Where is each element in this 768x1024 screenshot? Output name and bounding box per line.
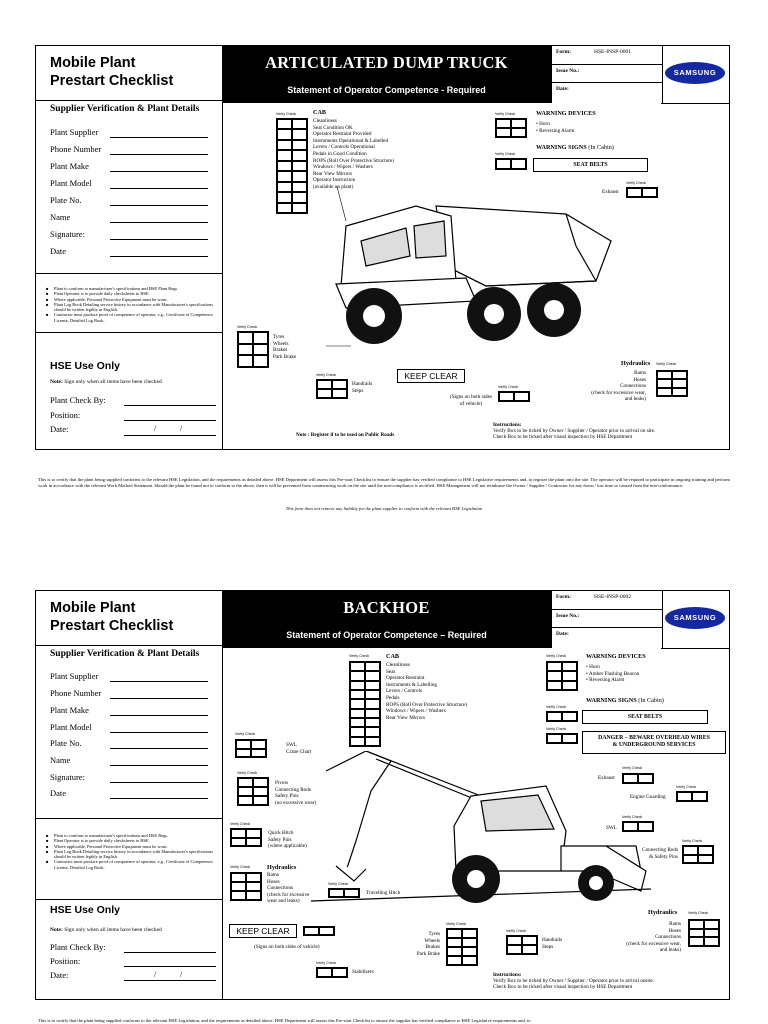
- field-label-plant-supplier: Plant Supplier: [50, 671, 99, 681]
- cab-item: Levers / Controls: [386, 688, 423, 695]
- certification-text-2: This is to certify that the plant being supplied conforms to the relevant HSE Legislation, and the requirements as detailed above. HSE Department will assess this Pre-start Checklist to ensure the supplier has verified compliance to HSE Legislative requirements and, to: [38, 1018, 531, 1023]
- supplier-heading: Supplier Verification & Plant Details: [50, 649, 200, 659]
- name-field[interactable]: [110, 765, 208, 766]
- warning-devices-heading: WARNING DEVICES: [536, 110, 596, 117]
- danger-line2: & UNDERGROUND SERVICES: [612, 742, 696, 748]
- hydraulics-item: wear and leaks): [267, 898, 300, 905]
- verify-check-label: Verify Check: [498, 385, 519, 389]
- tyres-item: Wheels: [424, 937, 440, 944]
- field-label-name: Name: [50, 212, 71, 222]
- verify-check-label: Verify Check: [237, 325, 258, 329]
- plant-supplier-field[interactable]: [110, 681, 208, 682]
- cab-item: Windows / Wipers / Washers: [386, 708, 446, 715]
- hydraulics-left-list: [267, 872, 309, 905]
- verify-check-label: Verify Check: [235, 732, 256, 736]
- dump-truck-illustration: [326, 186, 616, 361]
- meta-label: Issue No.:: [556, 67, 580, 74]
- verify-check-label: Verify Check: [546, 727, 567, 731]
- cab-item: Cleanliness: [313, 118, 337, 124]
- verify-check-label: Verify Check: [626, 181, 647, 185]
- hse-note-label: Note:: [50, 927, 63, 933]
- tyres-item: Tyres: [428, 931, 440, 937]
- conn-rods-checkboxes[interactable]: [682, 845, 714, 864]
- keep-clear-sign: KEEP CLEAR: [229, 924, 297, 938]
- instructions-line1: Verify Box to be ticked by Owner / Supplier / Operator prior to arrival on site.: [493, 428, 656, 434]
- hydraulics-right-checkboxes[interactable]: [688, 919, 720, 947]
- quick-hitch-item: Quick Hitch: [268, 830, 294, 836]
- cab-item: Instruments & Labelling: [386, 681, 438, 688]
- hse-heading: HSE Use Only: [50, 904, 121, 916]
- plant-type-title: ARTICULATED DUMP TRUCK: [265, 53, 508, 72]
- swl-checkboxes[interactable]: [235, 739, 267, 758]
- verify-check-label: Verify Check: [230, 865, 251, 869]
- meta-label: Issue No.:: [556, 612, 580, 619]
- field-label-plate: Plate No.: [50, 195, 82, 205]
- quick-hitch-list: [268, 830, 307, 850]
- keep-clear-checkbox[interactable]: [498, 391, 530, 402]
- date-separator: /: [154, 424, 157, 433]
- plate-no-field[interactable]: [110, 748, 208, 749]
- field-label-model: Plant Model: [50, 722, 92, 732]
- hydraulics-item: (check for excessive wear,: [591, 389, 646, 396]
- verify-check-label: Verify Check: [656, 362, 677, 366]
- warning-signs-heading: [586, 697, 664, 704]
- tyres-item: Park Brake: [416, 950, 440, 957]
- cab-item: Seat: [386, 668, 395, 675]
- pivots-item: Safety Pins: [275, 793, 299, 800]
- tyres-item: Wheels: [273, 340, 289, 347]
- verify-check-label: Verify Check: [237, 771, 258, 775]
- date-field[interactable]: [110, 256, 208, 257]
- quick-hitch-item: Safety Pins: [268, 836, 292, 843]
- hse-label-checked-by: Plant Check By:: [50, 395, 106, 405]
- hydraulics-item: Rams: [669, 921, 681, 927]
- verify-check-label: Verify Check: [328, 882, 349, 886]
- hydraulics-heading: Hydraulics: [621, 360, 651, 367]
- in-cabin-note: (In Cabin): [588, 144, 614, 151]
- cab-heading: CAB: [386, 653, 400, 660]
- instructions-heading: Instructions:: [493, 972, 522, 978]
- cab-item: Pedals: [386, 694, 400, 701]
- conn-rods-item: & Safety Pins: [649, 853, 678, 860]
- handrails-list: [352, 381, 372, 394]
- swl-label: SWL: [606, 825, 617, 831]
- stabilisers-checkbox[interactable]: [316, 967, 348, 978]
- cab-items: [386, 662, 467, 721]
- handrails-checkboxes[interactable]: [316, 379, 348, 399]
- requirements-list: [36, 273, 222, 333]
- instructions-heading: Instructions:: [493, 422, 522, 428]
- hse-note-text: Sign only when all items have been checked: [62, 927, 162, 933]
- date-field[interactable]: [110, 798, 208, 799]
- plant-make-field[interactable]: [110, 715, 208, 716]
- verify-check-label: Verify Check: [495, 112, 516, 116]
- field-label-date: Date: [50, 788, 67, 798]
- keep-clear-sign: KEEP CLEAR: [397, 369, 465, 383]
- tyres-list: [273, 334, 296, 360]
- verify-check-label: Verify Check: [622, 815, 643, 819]
- field-label-plate: Plate No.: [50, 738, 82, 748]
- cab-item: Operator Restraint: [386, 675, 425, 682]
- cab-item: Pedals in Good Condition: [313, 150, 367, 157]
- cab-item: Rear View Mirrors: [386, 714, 426, 721]
- warning-item: Amber Flashing Beacon: [588, 670, 640, 677]
- swl-item: SWL: [286, 742, 297, 748]
- statement-text: Statement of Operator Competence – Required: [286, 630, 487, 640]
- plant-make-field[interactable]: [110, 171, 208, 172]
- meta-label: Date:: [556, 631, 569, 638]
- hydraulics-item: Rams: [634, 370, 646, 376]
- signs-both-note: [446, 394, 496, 407]
- hydraulics-item: Connections: [620, 383, 646, 390]
- seat-belts-sign: SEAT BELTS: [582, 710, 708, 724]
- header-bar: [222, 46, 551, 103]
- handrails-item: Handrails: [542, 937, 563, 943]
- meta-label: Form:: [556, 594, 571, 600]
- field-label-plant-supplier: Plant Supplier: [50, 127, 99, 137]
- handrails-item: Steps: [352, 387, 364, 394]
- hydraulics-item: Hoses: [633, 376, 646, 383]
- meta-form: [552, 591, 662, 610]
- signature-field[interactable]: [110, 239, 208, 240]
- position-field[interactable]: [124, 966, 216, 967]
- checklist-form-dump-truck: [35, 45, 730, 450]
- stabilisers-label: Stabilisers: [352, 969, 374, 975]
- form-number: HSE-INSP-0002: [594, 594, 631, 600]
- tyres-list: [402, 931, 440, 957]
- tyres-checkboxes[interactable]: [237, 331, 269, 368]
- date-separator: /: [180, 424, 183, 433]
- supplier-heading: Supplier Verification & Plant Details: [50, 104, 200, 114]
- verify-check-label: Verify Check: [506, 929, 527, 933]
- warning-device-checkboxes[interactable]: [546, 661, 578, 691]
- requirement-item: ■ Plant to conform to manufacturer's specifications and HSE Regs.: [46, 833, 214, 838]
- hse-note-label: Note:: [50, 379, 63, 385]
- engine-guarding-label: Engine Guarding: [630, 794, 666, 800]
- cab-items: [313, 118, 394, 191]
- field-label-make: Plant Make: [50, 161, 89, 171]
- form-title-line2: Prestart Checklist: [50, 618, 174, 634]
- requirement-item: ■ Plant Operator is to provide daily checksheets to HSE.: [46, 838, 214, 843]
- form-title-line1: Mobile Plant: [50, 55, 136, 71]
- warning-signs-checkbox[interactable]: [495, 158, 527, 170]
- meta-label: Form:: [556, 49, 571, 55]
- cab-item: Seat Condition OK: [313, 124, 353, 131]
- exhaust-label: Exhaust: [598, 775, 615, 781]
- warning-device-checkboxes[interactable]: [495, 118, 527, 138]
- left-panel: [36, 591, 223, 999]
- pivots-item: Pivots: [275, 780, 288, 786]
- pivots-checkboxes[interactable]: [237, 777, 269, 806]
- form-title-line1: Mobile Plant: [50, 600, 136, 616]
- tyres-checkboxes[interactable]: [446, 928, 478, 966]
- warning-devices-list: • Horn • Reversing Alarm: [536, 121, 575, 134]
- exhaust-label: Exhaust: [602, 189, 619, 195]
- meta-date: [552, 628, 662, 647]
- warning-item: Horn: [589, 664, 600, 670]
- form-title-line2: Prestart Checklist: [50, 73, 174, 89]
- meta-issue: [552, 65, 662, 84]
- quick-hitch-checkboxes[interactable]: [230, 828, 262, 847]
- travelling-hitch-label: Travelling Hitch: [366, 890, 401, 896]
- hse-label-date: Date:: [50, 970, 69, 980]
- hydraulics-item: and leaks): [659, 947, 681, 954]
- warning-item: Reversing Alarm: [539, 127, 575, 134]
- danger-sign-checkbox[interactable]: [546, 733, 578, 744]
- warning-item: Horn: [539, 121, 550, 127]
- cab-heading: CAB: [313, 109, 327, 116]
- field-label-name: Name: [50, 755, 71, 765]
- verify-check-label: Verify Check: [682, 839, 703, 843]
- conn-rods-item: Connecting Rods: [642, 847, 678, 853]
- keep-clear-checkbox[interactable]: [303, 926, 335, 936]
- field-label-date: Date: [50, 246, 67, 256]
- hydraulics-item: and leaks): [624, 396, 646, 403]
- signs-both-line2: of vehicle): [459, 400, 483, 407]
- requirement-item: ■ Plant Operator is to provide daily checksheets to HSE.: [46, 291, 214, 296]
- requirement-item: ■ Where applicable, Personal Protective Equipment must be worn.: [46, 844, 214, 849]
- header-bar: [222, 591, 551, 648]
- hse-label-position: Position:: [50, 410, 81, 420]
- meta-date: [552, 83, 662, 102]
- cab-item: ROPS (Roll Over Protective Structure): [313, 157, 394, 164]
- hydraulics-item: (check for excessive wear,: [626, 940, 681, 947]
- field-label-signature: Signature:: [50, 772, 85, 782]
- hse-label-checked-by: Plant Check By:: [50, 942, 106, 952]
- plant-type-title: BACKHOE: [343, 598, 430, 617]
- tyres-item: Brakes: [273, 347, 288, 354]
- plant-supplier-field[interactable]: [110, 137, 208, 138]
- handrails-item: Steps: [542, 943, 554, 950]
- handrails-item: Handrails: [352, 381, 373, 387]
- name-field[interactable]: [110, 222, 208, 223]
- requirement-item: ■ Contractor must produce proof of competence of operator, e.g., Certificate of Competence, License, Detailed Log Book.: [46, 859, 214, 870]
- danger-line1: DANGER – BEWARE OVERHEAD WIRES: [598, 735, 710, 741]
- requirement-item: ■ Contractor must produce proof of competence of operator, e.g., Certificate of Competence, License, Detailed Log Book.: [46, 312, 214, 323]
- instructions-block: [493, 972, 654, 990]
- hse-note: [50, 379, 162, 385]
- hydraulics-left-checkboxes[interactable]: [230, 872, 262, 901]
- verify-check-label: Verify Check: [688, 911, 709, 915]
- warning-signs-heading: [536, 144, 614, 151]
- swl-item: Crane Chart: [286, 748, 312, 755]
- plate-no-field[interactable]: [110, 205, 208, 206]
- hydraulics-item: (check for excessive: [267, 891, 310, 898]
- hydraulics-heading: Hydraulics: [648, 909, 678, 916]
- certification-text: This is to certify that the plant being supplied conforms to the relevant HSE Legislation, and the requirements as detailed above. HSE Department will assess this Pre-start Checklist to ensure the supplier has verified compliance to HSE Legislative requirements and, to register the plant onto the site. The operator will be required to participate in ongoing training and perform work in accordance with the relevant Work Method Statement. Should the plant be found not to conform to the above, then it will be prevented from commencing work on the site until the non-compliance is rectified. HSE Management will not reimburse the Owner / Supplier / Contractor for any down / lost time so caused from the non-conformance.: [38, 477, 730, 488]
- cab-checkboxes[interactable]: [349, 661, 381, 747]
- requirement-item: ■ Plant Log Book Detailing service history in accordance with Manufacturer's specifications should be written legibly in English.: [46, 302, 214, 313]
- hydraulics-item: Connections: [267, 885, 293, 892]
- cab-item: Windows / Wipers / Washers: [313, 164, 373, 171]
- signature-field[interactable]: [110, 782, 208, 783]
- instructions-line2: Check Box to be ticked after visual inspection by HSE Department: [493, 984, 633, 990]
- samsung-logo: SAMSUNG: [665, 62, 725, 84]
- hydraulics-item: Connections: [655, 934, 681, 941]
- signs-both-line1: (Signs on both sides: [450, 394, 492, 400]
- plant-check-by-field[interactable]: [124, 952, 216, 953]
- field-label-phone: Phone Number: [50, 688, 102, 698]
- warning-item: Reversing Alarm: [589, 677, 625, 684]
- tyres-item: Tyres: [273, 334, 285, 340]
- statement-text: Statement of Operator Competence - Required: [287, 85, 486, 95]
- verify-check-label: Verify Check: [316, 961, 337, 965]
- exhaust-checkbox[interactable]: [626, 187, 658, 198]
- hse-note-text: Sign only when all items have been checked: [62, 379, 162, 385]
- form-meta: [551, 46, 663, 103]
- warning-devices-heading: WARNING DEVICES: [586, 653, 646, 660]
- quick-hitch-item: (where applicable): [268, 843, 307, 850]
- left-panel: [36, 46, 223, 449]
- hydraulics-list: [581, 370, 646, 403]
- cab-item: Operator Restraint Provided: [313, 131, 372, 138]
- instructions-line2: Check Box to be ticked after visual inspection by HSE Department: [493, 434, 633, 440]
- field-label-phone: Phone Number: [50, 144, 102, 154]
- position-field[interactable]: [124, 420, 216, 421]
- samsung-logo: SAMSUNG: [665, 607, 725, 629]
- hydraulics-item: Hoses: [668, 927, 681, 934]
- logo-area: [661, 591, 730, 649]
- hse-note: [50, 927, 162, 933]
- handrails-checkboxes[interactable]: [506, 935, 538, 955]
- date-separator: /: [180, 970, 183, 979]
- public-roads-note: Note : Register if to be used on Public Roads: [296, 432, 395, 438]
- hydraulics-item: Hoses: [267, 878, 280, 885]
- pivots-item: Connecting Rods: [275, 786, 311, 793]
- warning-devices-list: • Horn • Amber Flashing Beacon • Reversing Alarm: [586, 664, 640, 684]
- verify-check-label: Verify Check: [495, 152, 516, 156]
- pivots-item: (no excessive wear): [275, 799, 317, 806]
- field-label-model: Plant Model: [50, 178, 92, 188]
- handrails-list: [542, 937, 562, 950]
- meta-label: Date:: [556, 86, 569, 93]
- hse-label-position: Position:: [50, 956, 81, 966]
- cab-item: Levers / Controls Operational: [313, 144, 375, 151]
- in-cabin-note: (In Cabin): [638, 697, 664, 704]
- requirement-item: ■ Plant to conform to manufacturer's specifications and HSE Plant Regs: [46, 286, 214, 291]
- instructions-block: [493, 422, 655, 440]
- cab-item: (available on plant): [313, 183, 354, 190]
- hydraulics-right-list: [596, 921, 681, 954]
- verify-check-label: Verify Check: [446, 922, 467, 926]
- tyres-item: Park Brake: [273, 353, 297, 360]
- hydraulics-item: Rams: [267, 872, 279, 878]
- warning-signs-text: WARNING SIGNS: [586, 697, 637, 704]
- verify-check-label: Verify Check: [276, 112, 297, 116]
- hse-heading: HSE Use Only: [50, 360, 121, 372]
- meta-issue: [552, 610, 662, 629]
- liability-disclaimer: This form does not remove any liability for the plant supplier to conform with the relevant HSE Legislation: [285, 506, 483, 511]
- cab-item: ROPS (Roll Over Protective Structure): [386, 701, 467, 708]
- seat-belts-checkbox[interactable]: [546, 711, 578, 722]
- requirement-item: ■ Plant Log Book Detailing service history in accordance with Manufacturer's specifications should be written legibly in English.: [46, 849, 214, 860]
- hse-date-field[interactable]: [124, 435, 216, 436]
- plant-check-by-field[interactable]: [124, 405, 216, 406]
- engine-guarding-checkbox[interactable]: [676, 791, 708, 802]
- cab-checkboxes[interactable]: [276, 118, 308, 214]
- date-separator: /: [154, 970, 157, 979]
- cab-item: Operator Instruction: [313, 177, 356, 184]
- hydraulics-checkboxes[interactable]: [656, 370, 688, 397]
- requirements-list: [36, 818, 222, 900]
- cab-item: Rear View Mirrors: [313, 170, 353, 177]
- hse-label-date: Date:: [50, 424, 69, 434]
- checklist-form-backhoe: [35, 590, 730, 1000]
- plant-model-field[interactable]: [110, 188, 208, 189]
- verify-check-label: Verify Check: [316, 373, 337, 377]
- seat-belts-sign: SEAT BELTS: [533, 158, 648, 172]
- field-label-make: Plant Make: [50, 705, 89, 715]
- signs-both-note: (Signs on both sides of vehicle): [254, 944, 320, 950]
- cab-item: Cleanliness: [386, 662, 410, 668]
- hydraulics-heading: Hydraulics: [267, 864, 297, 871]
- form-title-box: [36, 591, 222, 646]
- backhoe-illustration: [306, 751, 651, 911]
- verify-check-label: Verify Check: [676, 785, 697, 789]
- tyres-item: Brakes: [425, 944, 440, 951]
- meta-form: [552, 46, 662, 65]
- requirement-item: ■ Where applicable, Personal Protective Equipment must be worn.: [46, 297, 214, 302]
- logo-area: [661, 46, 730, 104]
- phone-number-field[interactable]: [110, 154, 208, 155]
- verify-check-label: Verify Check: [546, 705, 567, 709]
- plant-model-field[interactable]: [110, 732, 208, 733]
- form-meta: [551, 591, 663, 648]
- form-number: HSE-INSP-0001: [594, 49, 631, 55]
- phone-number-field[interactable]: [110, 698, 208, 699]
- form-title-box: [36, 46, 222, 101]
- warning-signs-text: WARNING SIGNS: [536, 144, 587, 151]
- verify-check-label: Verify Check: [546, 654, 567, 658]
- cab-item: Instruments Operational & Labelled: [313, 137, 389, 144]
- hse-date-field[interactable]: [124, 980, 216, 981]
- field-label-signature: Signature:: [50, 229, 85, 239]
- verify-check-label: Verify Check: [230, 822, 251, 826]
- instructions-line1: Verify Box to be ticked by Owner / Supplier / Operator prior to arrival onsite.: [493, 978, 654, 984]
- verify-check-label: Verify Check: [622, 766, 643, 770]
- verify-check-label: Verify Check: [349, 654, 370, 658]
